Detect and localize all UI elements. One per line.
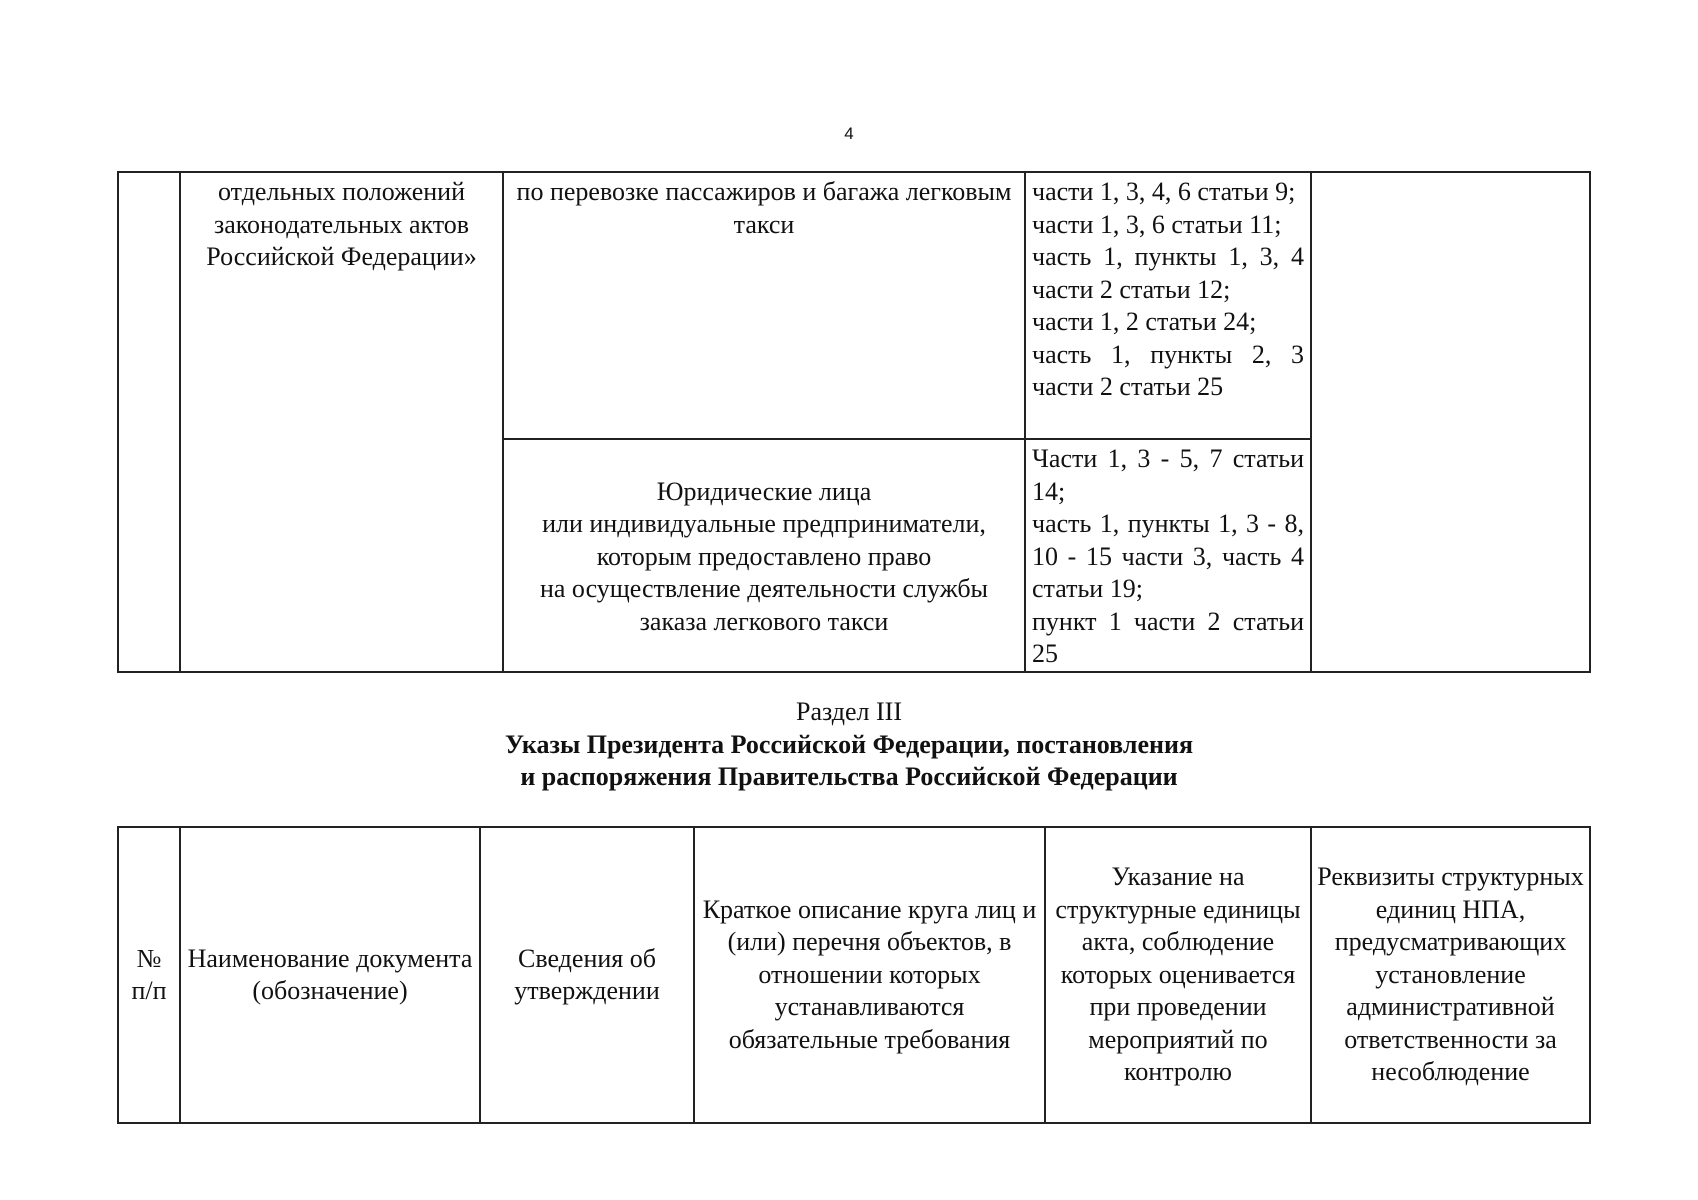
requirement-line: часть 1, пункты 1, 3, 4 части 2 статьи 12;	[1032, 242, 1304, 304]
column-header-liability-requisites: Реквизиты структурных единиц НПА, предусматривающих установление административной ответственности за несоблюдение	[1311, 827, 1590, 1123]
requirement-line: Части 1, 3 - 5, 7 статьи 14;	[1032, 444, 1304, 506]
section-heading	[0, 696, 1698, 794]
document-name-cell: отдельных положений законодательных актов Российской Федерации»	[180, 172, 503, 672]
section-title-line-1: Указы Президента Российской Федерации, постановления	[504, 729, 1194, 759]
column-header-number: № п/п	[118, 827, 180, 1123]
requirements-cell	[1025, 439, 1311, 672]
entity-cell	[503, 439, 1025, 672]
entity-line: или индивидуальные предприниматели,	[542, 509, 986, 538]
requirements-cell	[1025, 172, 1311, 439]
table-row	[118, 172, 1590, 439]
entity-cell: по перевозке пассажиров и багажа легковым такси	[503, 172, 1025, 439]
liability-cell	[1311, 172, 1590, 672]
num-cell	[118, 172, 180, 672]
entity-line: которым предоставлено право	[596, 541, 932, 571]
section-label: Раздел III	[795, 697, 903, 726]
requirement-line: часть 1, пункты 2, 3 части 2 статьи 25	[1032, 339, 1304, 401]
entity-line: заказа легкового такси	[639, 606, 889, 636]
requirement-line: части 1, 3, 4, 6 статьи 9;	[1032, 177, 1296, 206]
page-number: 4	[844, 124, 854, 143]
column-header-document-name: Наименование документа (обозначение)	[180, 827, 480, 1123]
requirement-line: часть 1, пункты 1, 3 - 8, 10 - 15 части 3, часть 4 статьи 19;	[1032, 509, 1304, 603]
entity-line: на осуществление деятельности службы	[539, 574, 989, 603]
requirement-line: части 1, 3, 6 статьи 11;	[1032, 209, 1282, 239]
header-table	[117, 826, 1591, 1124]
column-header-structural-units: Указание на структурные единицы акта, соблюдение которых оценивается при проведении мероприятий по контролю	[1045, 827, 1311, 1123]
entity-line: Юридические лица	[656, 476, 872, 506]
requirement-line: пункт 1 части 2 статьи 25	[1032, 606, 1304, 668]
column-header-description: Краткое описание круга лиц и (или) перечня объектов, в отношении которых устанавливаются обязательные требования	[694, 827, 1045, 1123]
requirement-line: части 1, 2 статьи 24;	[1032, 307, 1257, 336]
continuation-table	[117, 171, 1591, 673]
column-header-approval-info: Сведения об утверждении	[480, 827, 694, 1123]
table-header-row	[118, 827, 1590, 1123]
section-title-line-2: и распоряжения Правительства Российской Федерации	[520, 762, 1178, 791]
